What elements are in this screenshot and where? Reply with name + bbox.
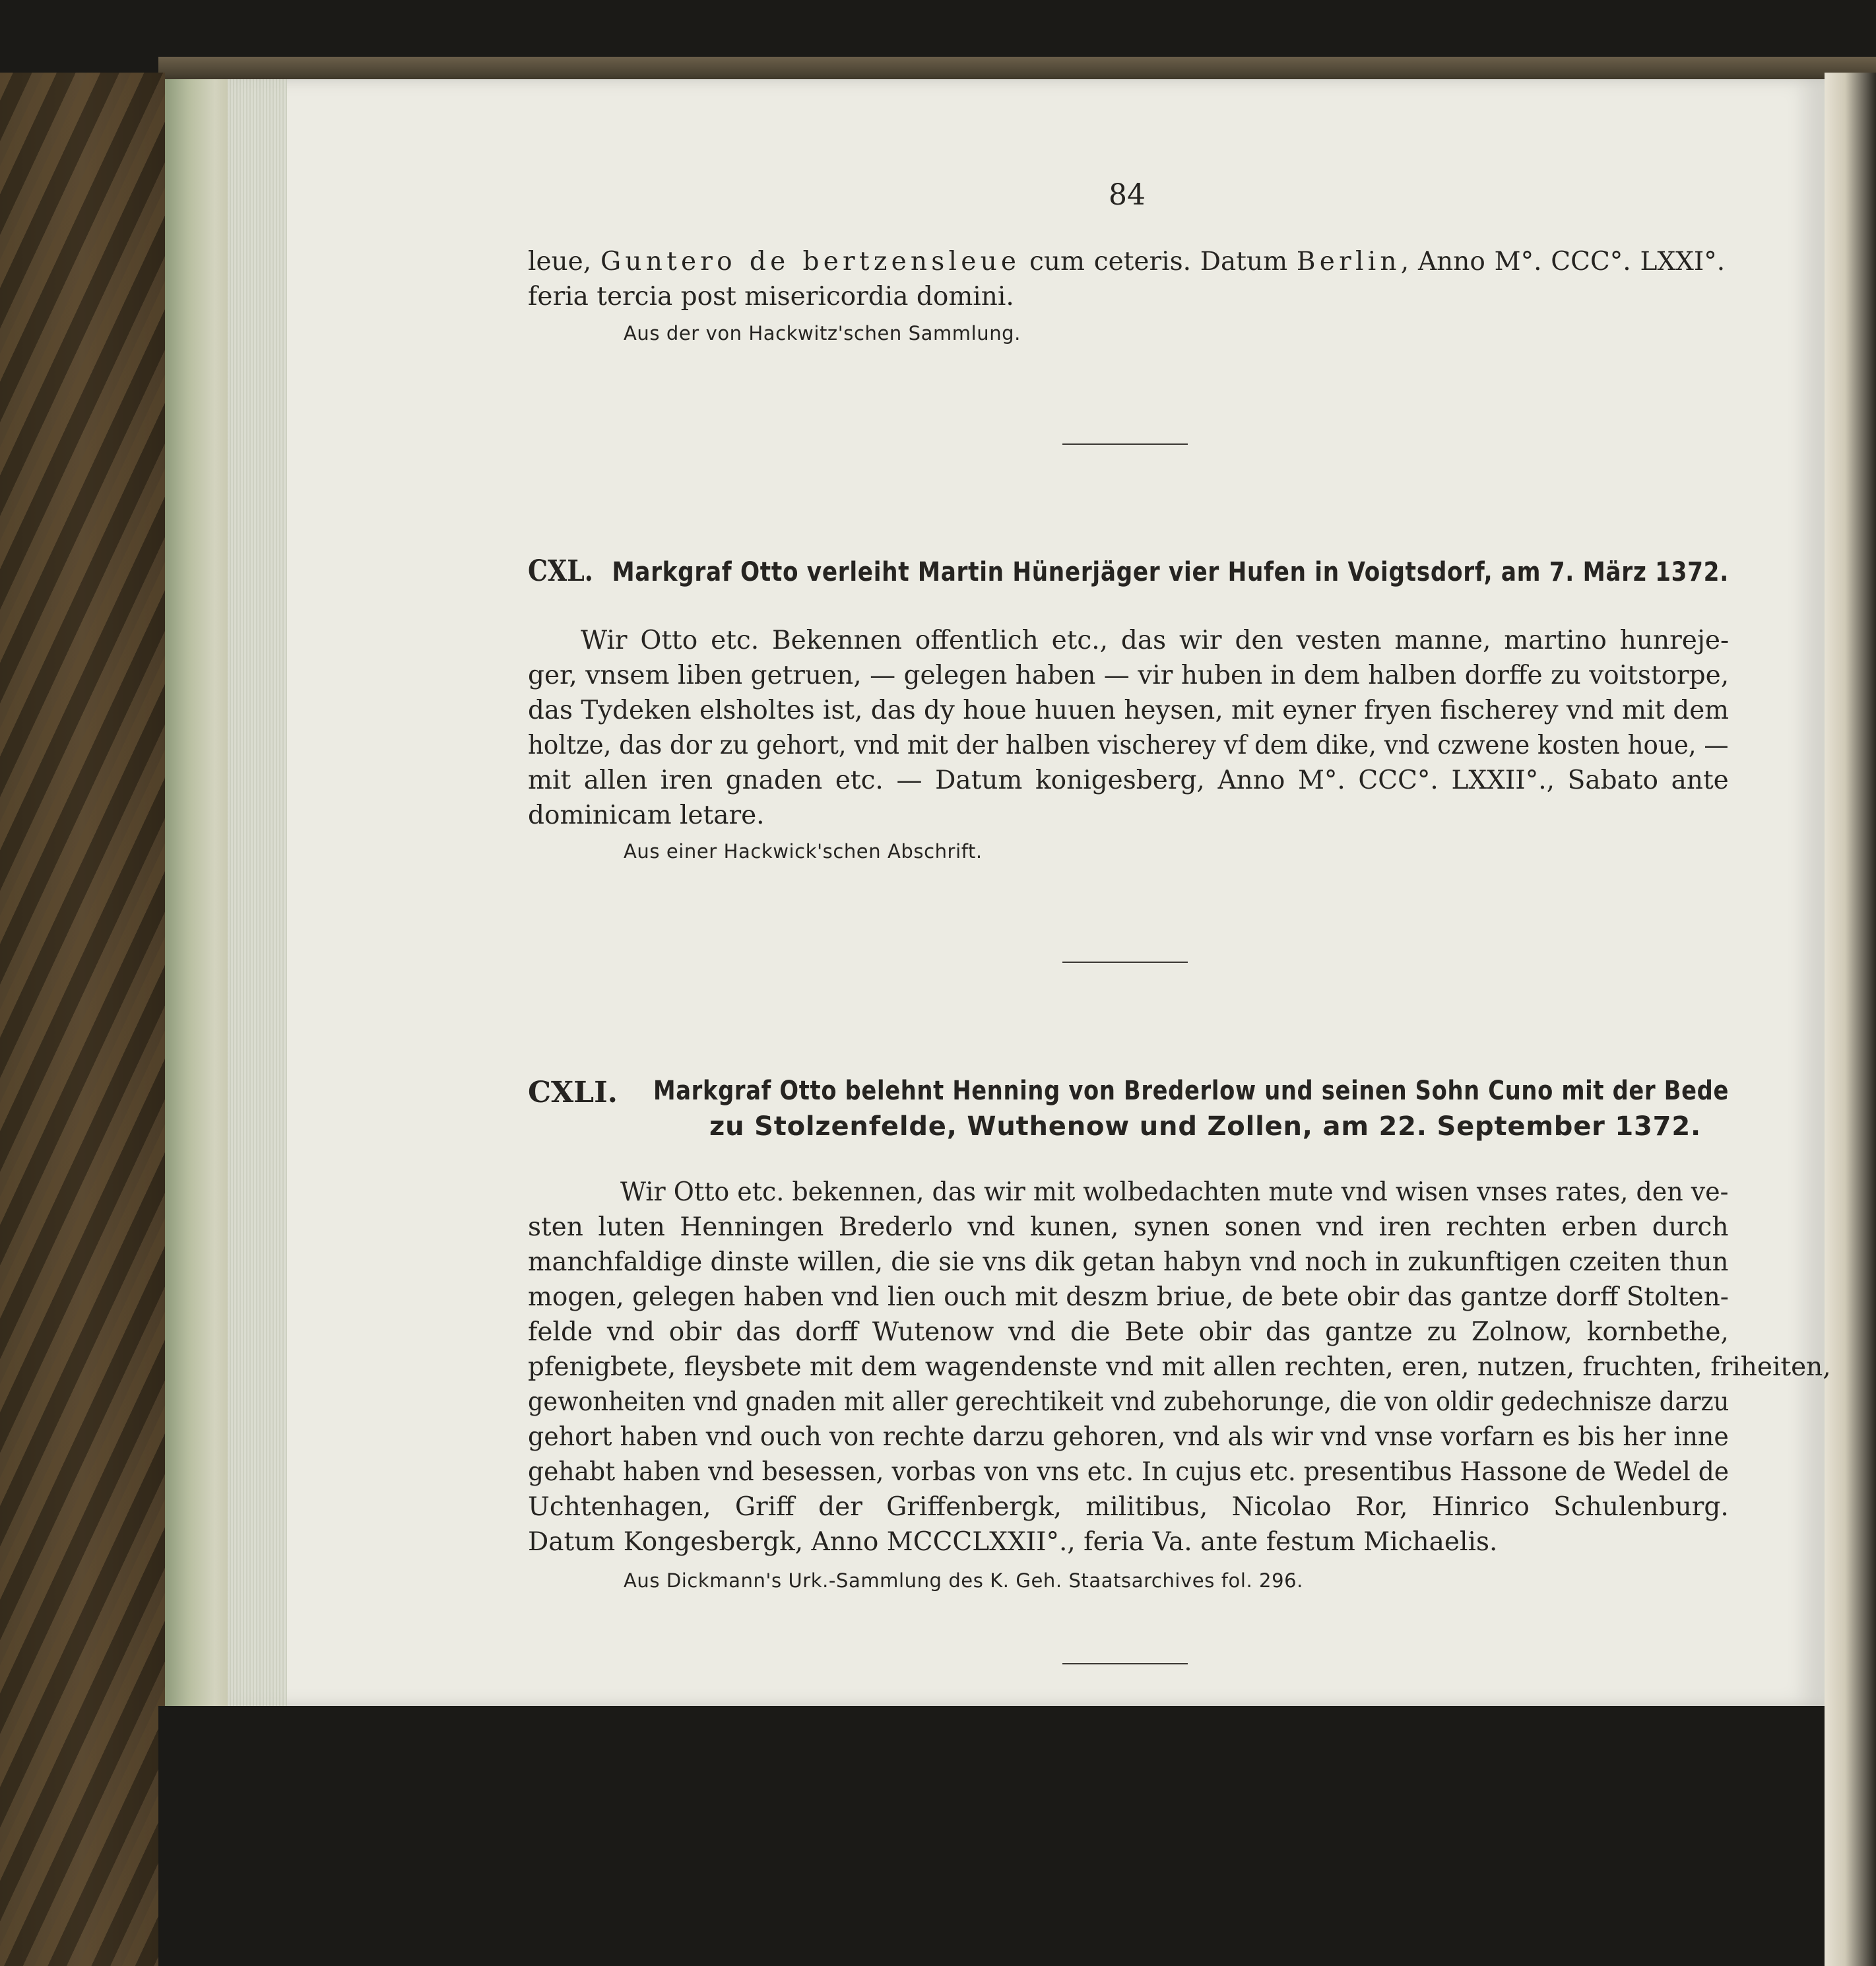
text-line: mit allen iren gnaden etc. — Datum konigesberg, Anno M°. CCC°. LXXII°., Sabato ante	[528, 766, 1729, 795]
text-line: ger, vnsem liben getruen, — gelegen haben — vir huben in dem halben dorffe zu voitstorpe,	[528, 661, 1730, 690]
source-note: Aus der von Hackwitz'schen Sammlung.	[624, 322, 1021, 344]
section-number: CXLI.	[528, 1076, 618, 1109]
section-title: Markgraf Otto belehnt Henning von Brederlow und seinen Sohn Cuno mit der Bede	[653, 1076, 1729, 1106]
section-divider	[1062, 1663, 1188, 1664]
section-divider	[1062, 962, 1188, 963]
text-line: dominicam letare.	[528, 801, 765, 830]
section-title: zu Stolzenfelde, Wuthenow und Zollen, am 22. September 1372.	[709, 1111, 1701, 1142]
background	[158, 1706, 1825, 1966]
section-heading	[528, 554, 1729, 588]
text-line: sten luten Henningen Brederlo vnd kunen, synen sonen vnd iren rechten erben durch	[528, 1212, 1729, 1242]
text-line: pfenigbete, fleysbete mit dem wagendenste vnd mit allen rechten, eren, nutzen, fruchten, friheiten,	[528, 1352, 1831, 1382]
text-line: gehabt haben vnd besessen, vorbas von vns etc. In cujus etc. presentibus Hassone de Wedel de	[528, 1457, 1730, 1487]
section-title: Markgraf Otto verleiht Martin Hünerjäger vier Hufen in Voigtsdorf, am 7. März 1372.	[612, 557, 1729, 587]
book-spine	[165, 79, 228, 1706]
page-number: 84	[1109, 178, 1146, 212]
text-line: gewonheiten vnd gnaden mit aller gerechtikeit vnd zubehorunge, die von oldir gedechnisze darzu	[528, 1387, 1730, 1417]
source-note: Aus einer Hackwick'schen Abschrift.	[624, 840, 983, 863]
text-line: manchfaldige dinste willen, die sie vns dik getan habyn vnd noch in zukunftigen czeiten thun	[528, 1247, 1729, 1277]
next-page-edge	[1825, 73, 1876, 1966]
text-line: Wir Otto etc. Bekennen offentlich etc., das wir den vesten manne, martino hunreje-	[581, 626, 1730, 655]
text-line: leue, Guntero de bertzensleue cum ceteris. Datum Berlin, Anno M°. CCC°. LXXI°.	[528, 247, 1726, 277]
text-line: feria tercia post misericordia domini.	[528, 282, 1014, 311]
section-number: CXL.	[528, 554, 593, 588]
text-line: mogen, gelegen haben vnd lien ouch mit deszm briue, de bete obir das gantze dorff Stolten-	[528, 1282, 1729, 1312]
text-line: Uchtenhagen, Griff der Griffenbergk, militibus, Nicolao Ror, Hinrico Schulenburg.	[528, 1492, 1729, 1522]
source-note: Aus Dickmann's Urk.-Sammlung des K. Geh. Staatsarchives fol. 296.	[624, 1569, 1303, 1592]
page-stack-edge	[228, 79, 287, 1706]
section-divider	[1062, 443, 1188, 445]
text-line: das Tydeken elsholtes ist, das dy houe huuen heysen, mit eyner fryen fischerey vnd mit dem	[528, 696, 1730, 725]
text-line: Wir Otto etc. bekennen, das wir mit wolbedachten mute vnd wisen vnses rates, den ve-	[620, 1177, 1729, 1207]
text-line: felde vnd obir das dorff Wutenow vnd die Bete obir das gantze zu Zolnow, kornbethe,	[528, 1317, 1729, 1347]
text-line: gehort haben vnd ouch von rechte darzu gehoren, vnd als wir vnd vnse vorfarn es bis her inne	[528, 1422, 1729, 1452]
marbled-cover	[0, 73, 165, 1966]
text-line: holtze, das dor zu gehort, vnd mit der halben vischerey vf dem dike, vnd czwene kosten houe, —	[528, 731, 1729, 760]
text-line: Datum Kongesbergk, Anno MCCCLXXII°., feria Va. ante festum Michaelis.	[528, 1527, 1498, 1557]
